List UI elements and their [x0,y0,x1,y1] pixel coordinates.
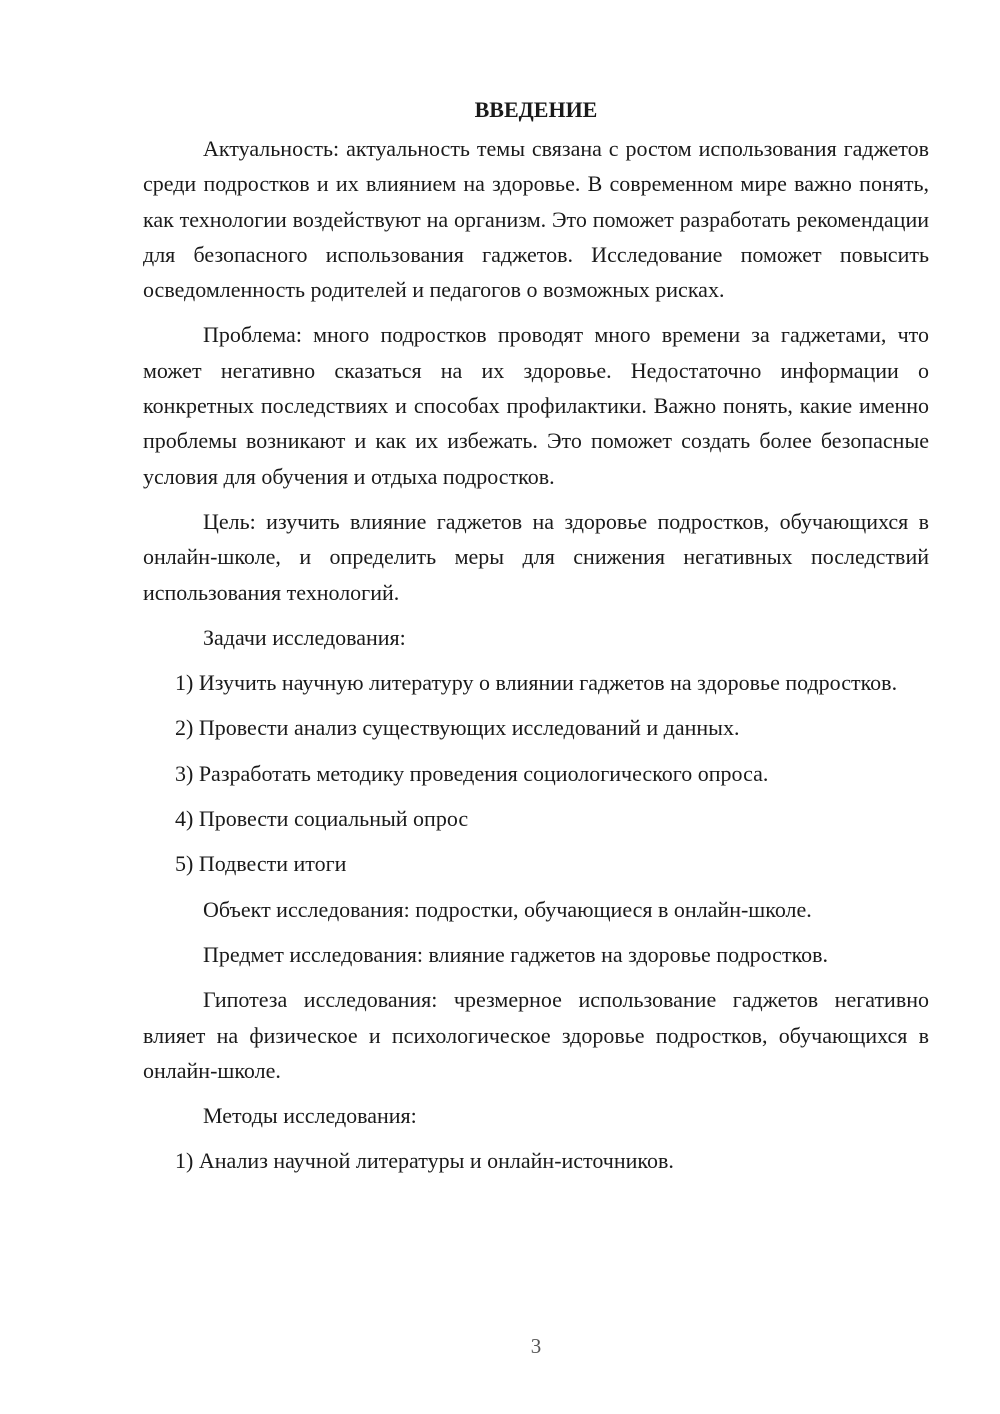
goal-paragraph: Цель: изучить влияние гаджетов на здоровье подростков, обучающихся в онлайн-школе, и определить меры для снижения негативных последствий использования технологий. [143,508,929,605]
tasks-heading: Задачи исследования: [203,624,406,650]
task-item: 4) Провести социальный опрос [175,806,469,832]
section-title: ВВЕДЕНИЕ [474,97,598,122]
page-content [143,92,929,1189]
page-number: 3 [530,1334,542,1358]
task-item: 2) Провести анализ существующих исследований и данных. [175,715,740,741]
method-item: 1) Анализ научной литературы и онлайн-источников. [175,1148,674,1174]
task-item: 3) Разработать методику проведения социологического опроса. [175,760,769,786]
task-item: 5) Подвести итоги [175,851,347,877]
relevance-paragraph: Актуальность: актуальность темы связана с ростом использования гаджетов среди подростков и их влиянием на здоровье. В современном мире важно понять, как технологии воздействуют на организм. Это поможет разработать рекомендации для безопасного использования гаджетов. Исследование поможет повысить осведомленность родителей и педагогов о возможных рисках. [143,136,929,303]
problem-paragraph: Проблема: много подростков проводят много времени за гаджетами, что может негативно сказаться на их здоровье. Недостаточно информации о конкретных последствиях и способах профилактики. Важно понять, какие именно проблемы возникают и как их избежать. Это поможет создать более безопасные условия для обучения и отдыха подростков. [143,322,929,489]
research-subject: Предмет исследования: влияние гаджетов на здоровье подростков. [203,941,829,967]
hypothesis-paragraph: Гипотеза исследования: чрезмерное использование гаджетов негативно влияет на физическое и психологическое здоровье подростков, обучающихся в онлайн-школе. [143,987,929,1083]
methods-heading: Методы исследования: [203,1103,417,1129]
task-item: 1) Изучить научную литературу о влиянии гаджетов на здоровье подростков. [175,670,898,696]
research-object: Объект исследования: подростки, обучающиеся в онлайн-школе. [203,896,812,922]
